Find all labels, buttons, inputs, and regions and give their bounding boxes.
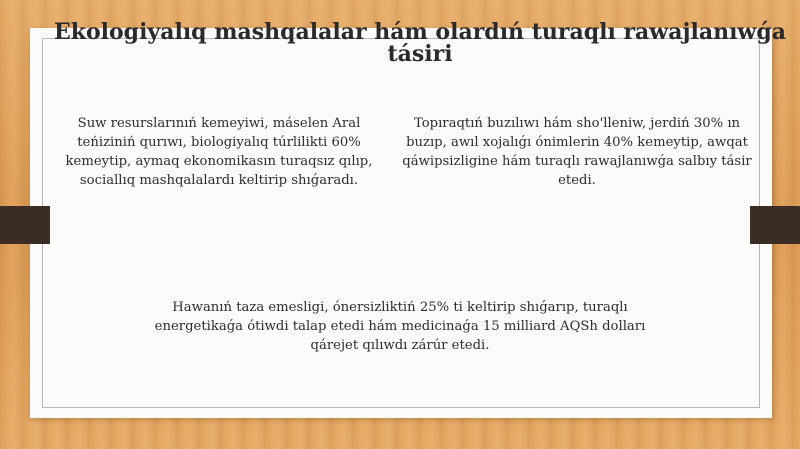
paragraph-air-pollution: Hawanıń taza emesligi, ónersizliktiń 25% ti keltirip shıǵarıp, turaqlı energetikaǵa ótiwdi talap etedi hám medicinaǵa 15 milliard AQSh dolları qárejet qılıwdı zárúr etedi. — [154, 300, 646, 353]
paragraph-soil-degradation: Topıraqtıń buzılıwı hám sho'lleniw, jerdiń 30% ın buzıp, awıl xojalıǵı ónimlerin 40% kemeytip, awqat qáwipsizligine hám turaqlı rawajlanıwǵa salbıy tásir etedi. — [402, 116, 752, 188]
paragraph-water-resources: Suw resurslarınıń kemeyiwi, máselen Aral teńiziniń qurıwı, biologiyalıq túrlilikti 60% kemeytip, aymaq ekonomikasın turaqsız qılıp, sociallıq mashqalalardı keltirip shıǵaradı. — [65, 116, 373, 188]
left-side-tab — [0, 206, 50, 244]
slide-title: Ekologiyalıq mashqalalar hám olardıń turaqlı rawajlanıwǵa tásiri — [53, 19, 787, 67]
right-side-tab — [750, 206, 800, 244]
slide-card — [30, 28, 772, 418]
